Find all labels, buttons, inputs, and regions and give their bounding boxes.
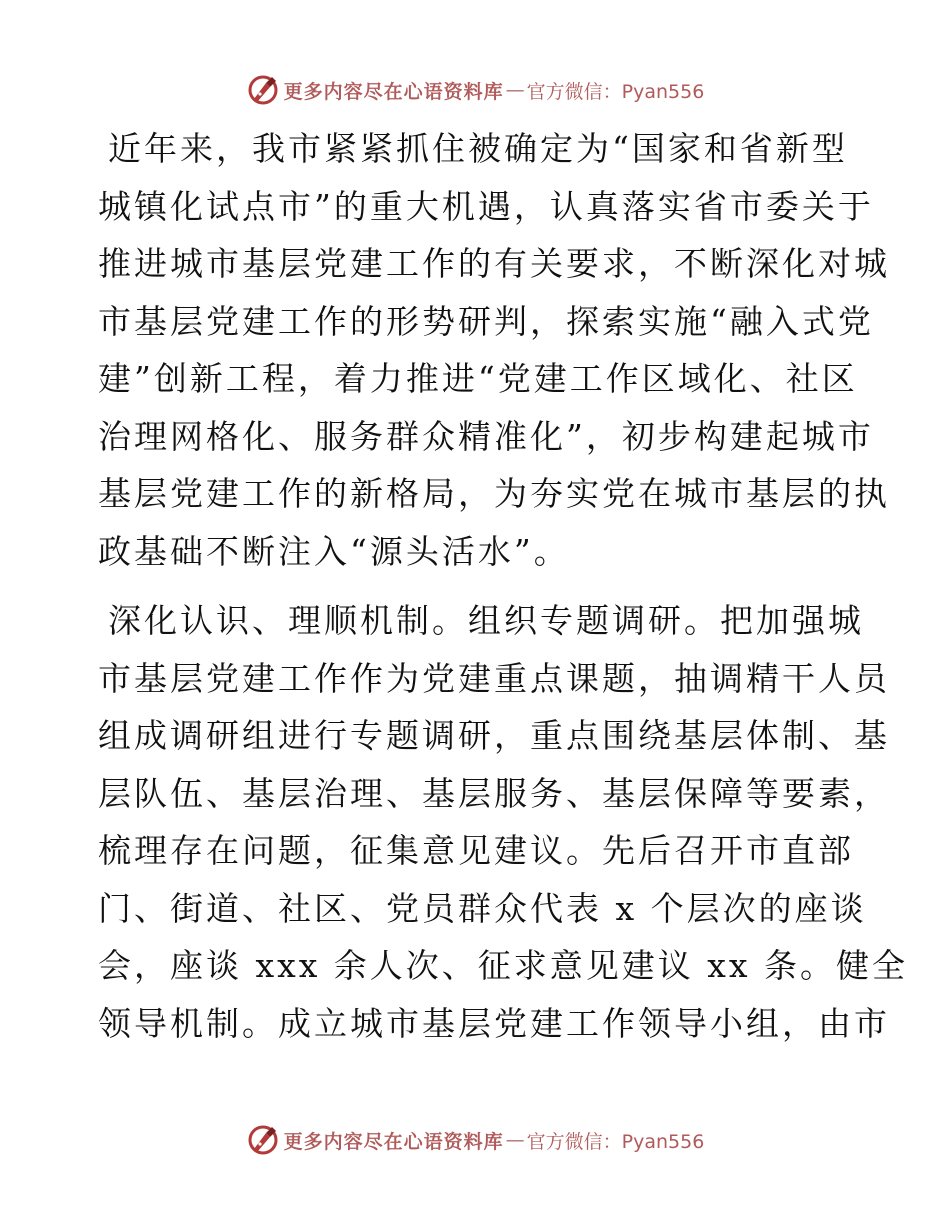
- text-line: 政基础不断注入“源头活水”。: [98, 531, 570, 571]
- text-line: 治理网格化、服务群众精准化”，初步构建起城市: [98, 416, 874, 456]
- text-line: 市基层党建工作的形势研判，探索实施“融入式党: [98, 301, 874, 341]
- text-line: 门、街道、社区、党员群众代表 x 个层次的座谈: [98, 888, 867, 928]
- pen-nib-logo-icon: [246, 73, 280, 107]
- header-separator: —: [505, 79, 525, 101]
- text-line: 梳理存在问题，征集意见建议。先后召开市直部: [98, 831, 854, 870]
- header-wechat-text: 官方微信：Pyan556: [526, 80, 705, 103]
- text-line: 市基层党建工作作为党建重点课题，抽调精干人员: [98, 658, 890, 698]
- paragraph-1: [98, 120, 890, 580]
- text-line: 近年来，我市紧紧抓住被确定为“国家和省新型: [108, 129, 848, 168]
- header-brand-text: 更多内容尽在心语资料库: [283, 80, 504, 103]
- text-line: 基层党建工作的新格局，为夯实党在城市基层的执: [98, 474, 890, 513]
- text-line: 组成调研组进行专题调研，重点围绕基层体制、基: [98, 716, 890, 755]
- text-line: 推进城市基层党建工作的有关要求，不断深化对城: [98, 244, 890, 283]
- footer-watermark: [0, 1120, 950, 1160]
- text-line: 领导机制。成立城市基层党建工作领导小组，由市: [98, 1003, 890, 1043]
- paragraph-2: [98, 592, 909, 1052]
- text-line: 城镇化试点市”的重大机遇，认真落实省市委关于: [98, 186, 874, 226]
- text-line: 深化认识、理顺机制。组织专题调研。把加强城: [108, 601, 864, 640]
- text-line: 会，座谈 xxx 余人次、征求意见建议 xx 条。健全: [98, 946, 909, 985]
- text-line: 层队伍、基层治理、基层服务、基层保障等要素，: [98, 773, 890, 813]
- footer-brand-text: 更多内容尽在心语资料库: [283, 1130, 504, 1153]
- document-body: [98, 120, 909, 1064]
- pen-nib-logo-icon: [246, 1123, 280, 1157]
- text-line: 建”创新工程，着力推进“党建工作区域化、社区: [98, 359, 858, 398]
- header-watermark: [0, 70, 950, 110]
- footer-separator: —: [505, 1129, 525, 1151]
- footer-wechat-text: 官方微信：Pyan556: [526, 1130, 705, 1153]
